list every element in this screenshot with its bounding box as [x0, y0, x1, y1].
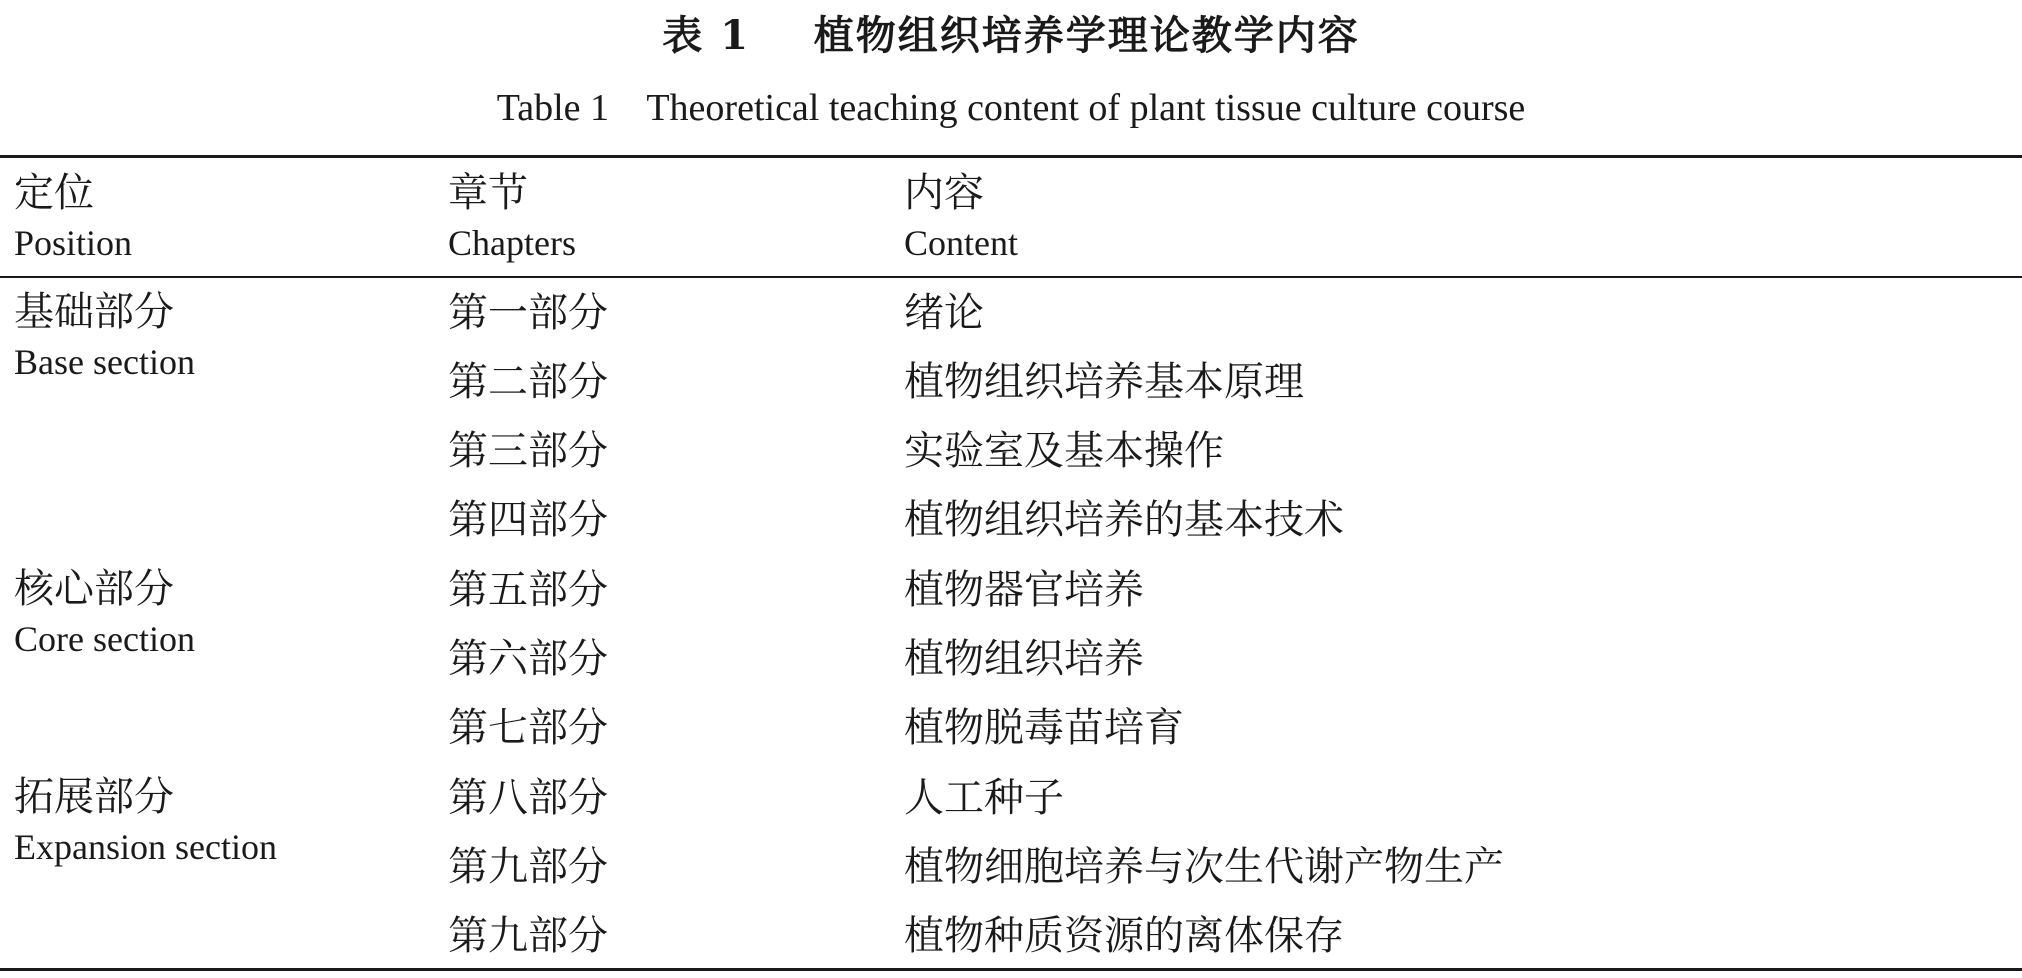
position-core-en: Core section: [14, 619, 195, 659]
position-base: [14, 285, 434, 385]
table-row: 第九部分: [448, 844, 608, 890]
table-row: 第五部分: [448, 567, 608, 613]
header-content-en: Content: [904, 223, 1018, 263]
table-row: 植物种质资源的离体保存: [904, 913, 1344, 959]
table-row: 人工种子: [904, 775, 1064, 821]
table-row: 第四部分: [448, 497, 608, 543]
table-row: 第一部分: [448, 290, 608, 336]
header-position-en: Position: [14, 223, 133, 263]
table-row: 第六部分: [448, 636, 608, 682]
table-row: 植物组织培养: [904, 636, 1144, 682]
table-caption-english: Table 1 Theoretical teaching content of plant tissue culture course: [496, 87, 1526, 129]
table-row: 绪论: [904, 290, 984, 336]
table-row: 第二部分: [448, 359, 608, 405]
position-core-cn: 核心部分: [14, 566, 174, 612]
table-row: 植物组织培养的基本技术: [904, 497, 1344, 543]
header-rule: [0, 276, 2022, 278]
table-row: 第九部分: [448, 913, 608, 959]
table-row: 实验室及基本操作: [904, 428, 1224, 474]
position-base-en: Base section: [14, 342, 195, 382]
table-row: 第八部分: [448, 775, 608, 821]
table-caption-chinese: 表 1 植物组织培养学理论教学内容: [662, 12, 1360, 59]
position-core: [14, 562, 434, 662]
position-expansion-en: Expansion section: [14, 827, 277, 867]
position-expansion-cn: 拓展部分: [14, 774, 174, 820]
header-position: [14, 166, 434, 270]
table-row: 植物细胞培养与次生代谢产物生产: [904, 844, 1504, 890]
header-content-cn: 内容: [904, 170, 984, 216]
table-row: 植物脱毒苗培育: [904, 705, 1184, 751]
position-base-cn: 基础部分: [14, 289, 174, 335]
header-chapters-en: Chapters: [448, 223, 576, 263]
header-chapters: [448, 166, 888, 270]
header-position-cn: 定位: [14, 170, 94, 216]
table-row: 第三部分: [448, 428, 608, 474]
table-row: 植物器官培养: [904, 567, 1144, 613]
header-content: [904, 166, 2014, 270]
bottom-rule: [0, 968, 2022, 971]
table-row: 植物组织培养基本原理: [904, 359, 1304, 405]
position-expansion: [14, 770, 434, 870]
header-chapters-cn: 章节: [448, 170, 528, 216]
top-rule: [0, 155, 2022, 158]
table-row: 第七部分: [448, 705, 608, 751]
